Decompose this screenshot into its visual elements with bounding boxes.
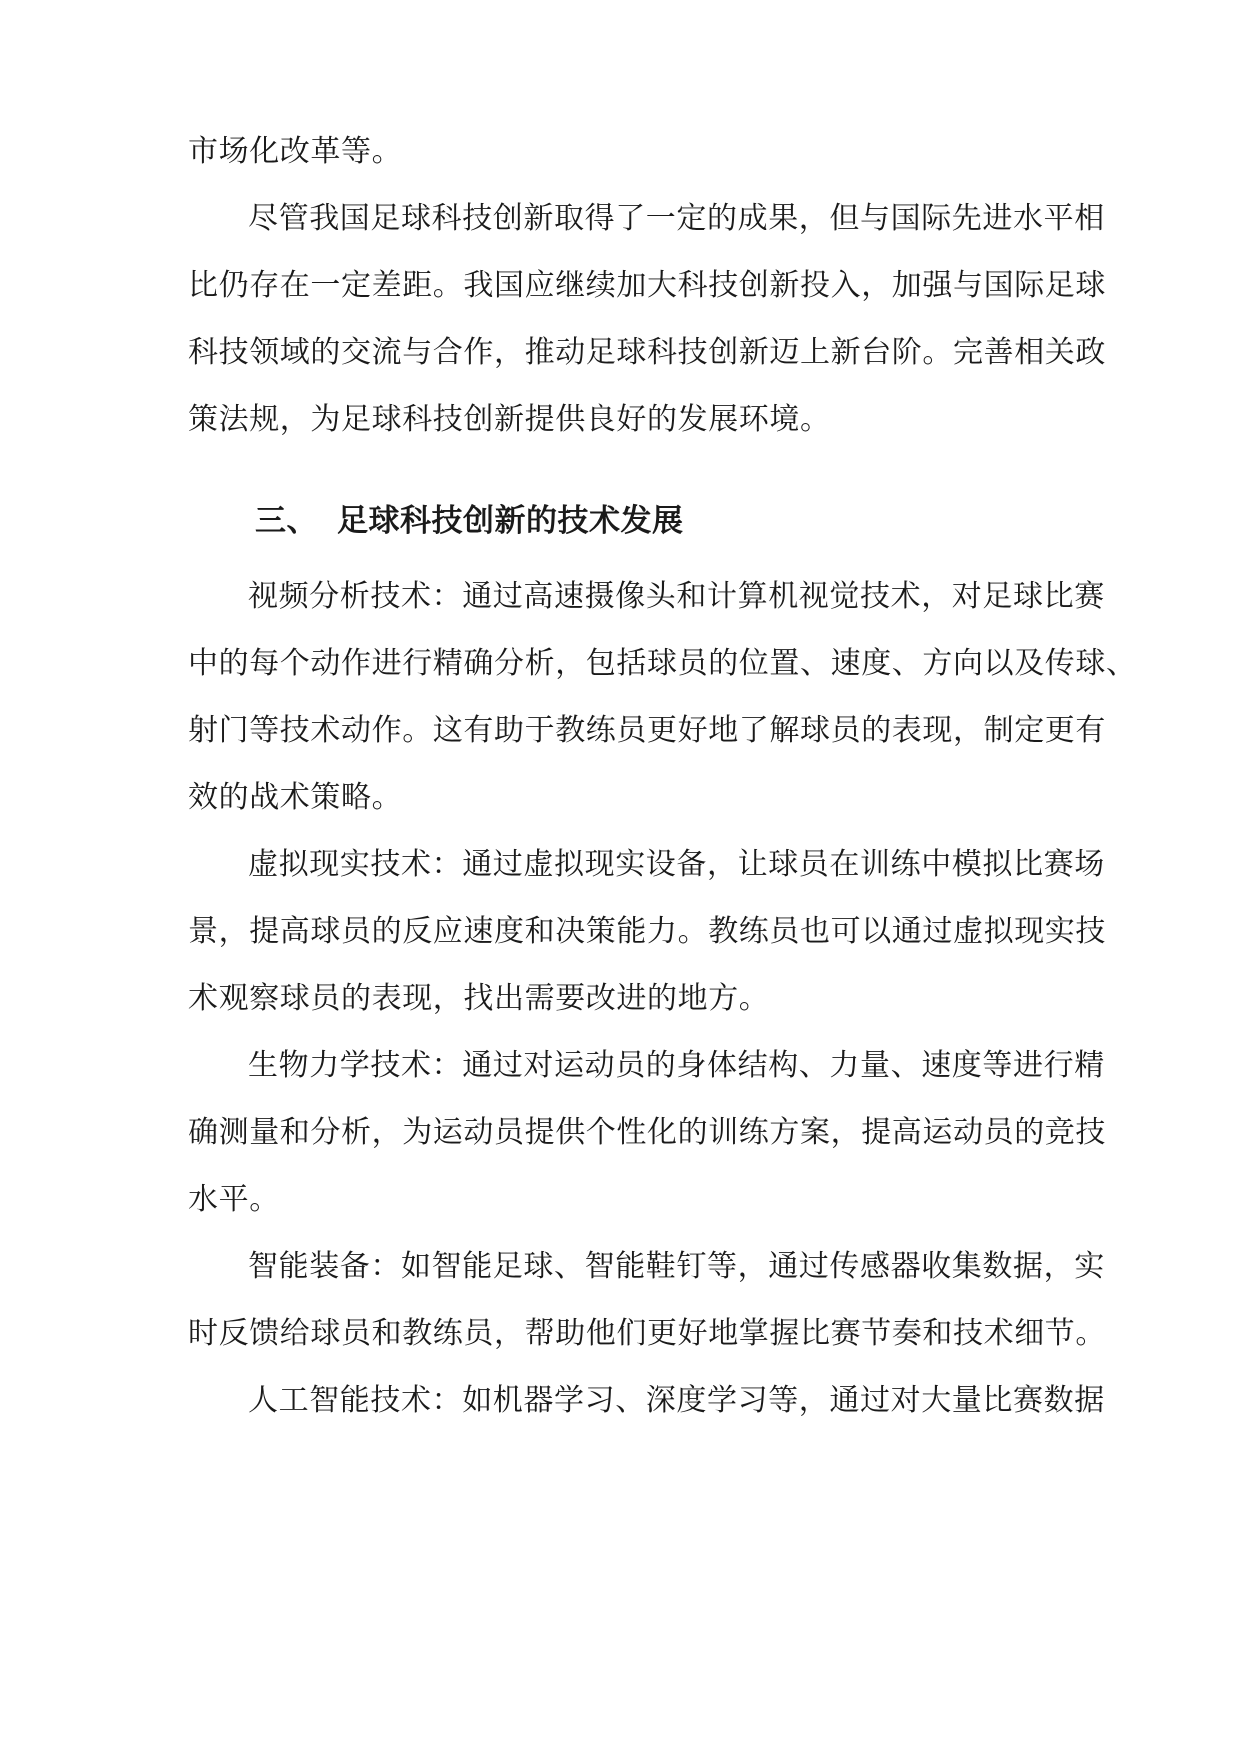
paragraph-line: 术观察球员的表现，找出需要改进的地方。 <box>188 981 770 1016</box>
paragraph-line: 人工智能技术：如机器学习、深度学习等，通过对大量比赛数据 <box>248 1383 1105 1418</box>
paragraph-line: 景，提高球员的反应速度和决策能力。教练员也可以通过虚拟现实技 <box>188 914 1106 949</box>
paragraph-line: 射门等技术动作。这有助于教练员更好地了解球员的表现，制定更有 <box>188 713 1106 748</box>
paragraph-line: 策法规，为足球科技创新提供良好的发展环境。 <box>188 402 831 437</box>
paragraph-line: 市场化改革等。 <box>188 134 403 169</box>
paragraph-line: 中的每个动作进行精确分析，包括球员的位置、速度、方向以及传球、 <box>188 646 1137 681</box>
paragraph-line: 水平。 <box>188 1182 280 1217</box>
section-title: 足球科技创新的技术发展 <box>337 503 684 539</box>
section-heading <box>255 501 684 541</box>
paragraph-line: 尽管我国足球科技创新取得了一定的成果，但与国际先进水平相 <box>248 201 1105 236</box>
paragraph-line: 确测量和分析，为运动员提供个性化的训练方案，提高运动员的竞技 <box>188 1115 1106 1150</box>
section-number: 三、 <box>255 503 318 539</box>
paragraph-line: 视频分析技术：通过高速摄像头和计算机视觉技术，对足球比赛 <box>248 579 1105 614</box>
paragraph-line: 效的战术策略。 <box>188 780 403 815</box>
paragraph-line: 虚拟现实技术：通过虚拟现实设备，让球员在训练中模拟比赛场 <box>248 847 1105 882</box>
paragraph-line: 时反馈给球员和教练员，帮助他们更好地掌握比赛节奏和技术细节。 <box>188 1316 1106 1351</box>
paragraph-line: 生物力学技术：通过对运动员的身体结构、力量、速度等进行精 <box>248 1048 1105 1083</box>
paragraph-line: 科技领域的交流与合作，推动足球科技创新迈上新台阶。完善相关政 <box>188 335 1106 370</box>
paragraph-line: 智能装备：如智能足球、智能鞋钉等，通过传感器收集数据，实 <box>248 1249 1105 1284</box>
paragraph-line: 比仍存在一定差距。我国应继续加大科技创新投入，加强与国际足球 <box>188 268 1106 303</box>
